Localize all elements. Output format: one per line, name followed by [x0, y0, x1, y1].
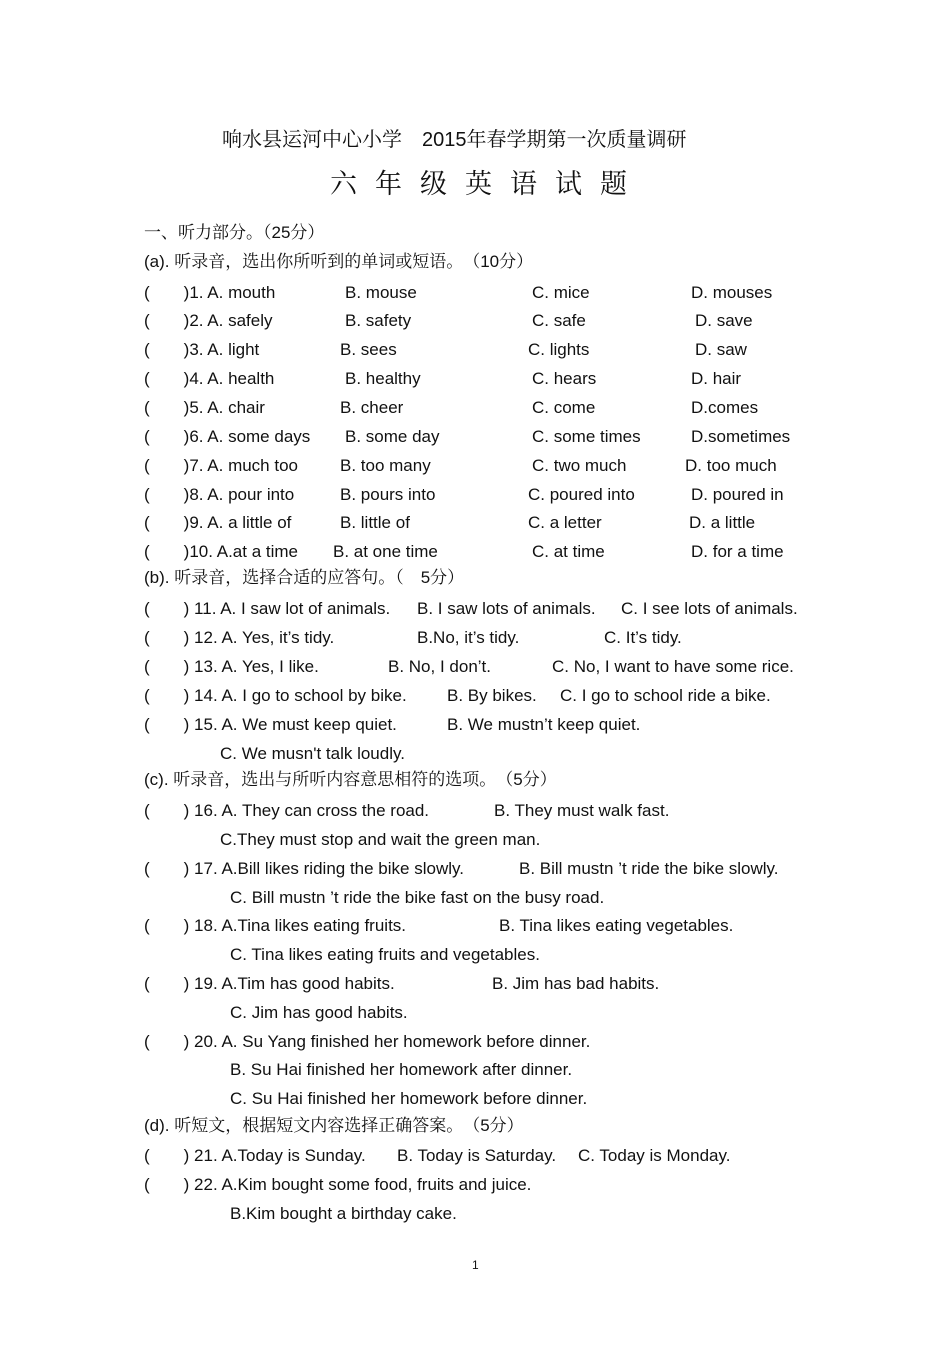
- option-c: C. I go to school ride a bike.: [560, 686, 771, 705]
- option-b: B. little of: [340, 513, 410, 532]
- option-d: D. saw: [695, 340, 747, 359]
- option-b: B. at one time: [333, 542, 438, 561]
- option-d: D. poured in: [691, 485, 784, 504]
- exam-title: 六年级英语试题: [330, 169, 645, 199]
- question-22: ( ) 22. A.Kim bought some food, fruits and juice.: [144, 1175, 532, 1194]
- question-21: ( ) 21. A.Today is Sunday.: [144, 1146, 366, 1165]
- option-b: B. By bikes.: [447, 686, 537, 705]
- question-18: ( ) 18. A.Tina likes eating fruits.: [144, 916, 407, 935]
- option-d: D.comes: [691, 398, 759, 417]
- option-c: C. Tina likes eating fruits and vegetables.: [230, 945, 540, 964]
- option-c: C. Jim has good habits.: [230, 1003, 408, 1022]
- part-d-heading: (d). 听短文，根据短文内容选择正确答案。 （5分）: [144, 1116, 524, 1135]
- question-16: ( ) 16. A. They can cross the road.: [144, 801, 430, 820]
- option-c: C. hears: [532, 369, 597, 388]
- question-15: ( ) 15. A. We must keep quiet.: [144, 715, 397, 734]
- option-b: B. pours into: [340, 485, 436, 504]
- option-b: B. healthy: [345, 369, 421, 388]
- question-9: ( )9. A. a little of: [144, 513, 292, 532]
- option-d: D. hair: [691, 369, 742, 388]
- option-c: C. lights: [528, 340, 590, 359]
- option-b: B.No, it’s tidy.: [417, 628, 520, 647]
- question-6: ( )6. A. some days: [144, 427, 311, 446]
- part-a-heading: (a). 听录音，选出你所听到的单词或短语。 （10分）: [144, 252, 534, 271]
- question-14: ( ) 14. A. I go to school by bike.: [144, 686, 407, 705]
- question-7: ( )7. A. much too: [144, 456, 298, 475]
- option-c: C. a letter: [528, 513, 602, 532]
- option-d: D. a little: [689, 513, 756, 532]
- school-title: 响水县运河中心小学 2015年春学期第一次质量调研: [222, 129, 687, 151]
- question-2: ( )2. A. safely: [144, 311, 273, 330]
- option-c: C. No, I want to have some rice.: [552, 657, 794, 676]
- question-13: ( ) 13. A. Yes, I like.: [144, 657, 319, 676]
- option-b: B. Today is Saturday.: [397, 1146, 557, 1165]
- option-c: C.They must stop and wait the green man.: [220, 830, 541, 849]
- option-b: B. I saw lots of animals.: [417, 599, 596, 618]
- page-number: 1: [472, 1258, 479, 1272]
- question-1: ( )1. A. mouth: [144, 283, 276, 302]
- question-3: ( )3. A. light: [144, 340, 260, 359]
- option-c: C. Bill mustn ’t ride the bike fast on the busy road.: [230, 888, 605, 907]
- option-b: B. too many: [340, 456, 431, 475]
- option-c: C. poured into: [528, 485, 635, 504]
- option-d: D. mouses: [691, 283, 773, 302]
- option-c: C. some times: [532, 427, 641, 446]
- option-d: D. for a time: [691, 542, 784, 561]
- option-c: C. come: [532, 398, 596, 417]
- question-17: ( ) 17. A.Bill likes riding the bike slowly.: [144, 859, 464, 878]
- option-c: C. safe: [532, 311, 586, 330]
- option-b: B. some day: [345, 427, 440, 446]
- part-b-heading: (b). 听录音，选择合适的应答句。（ 5分）: [144, 568, 465, 587]
- part-c-heading: (c). 听录音，选出与所听内容意思相符的选项。 （5分）: [144, 770, 557, 789]
- option-c: C. two much: [532, 456, 627, 475]
- option-c: C. I see lots of animals.: [621, 599, 798, 618]
- question-4: ( )4. A. health: [144, 369, 275, 388]
- option-b: B. We mustn’t keep quiet.: [447, 715, 641, 734]
- option-c: C. Su Hai finished her homework before dinner.: [230, 1089, 588, 1108]
- option-c: C. We musn't talk loudly.: [220, 744, 405, 763]
- option-b: B. Bill mustn ’t ride the bike slowly.: [519, 859, 779, 878]
- question-5: ( )5. A. chair: [144, 398, 265, 417]
- question-8: ( )8. A. pour into: [144, 485, 295, 504]
- option-b: B. They must walk fast.: [494, 801, 670, 820]
- option-b: B. cheer: [340, 398, 404, 417]
- option-b: B. Jim has bad habits.: [492, 974, 660, 993]
- question-10: ( )10. A.at a time: [144, 542, 298, 561]
- option-d: D. save: [695, 311, 753, 330]
- option-b: B. Tina likes eating vegetables.: [499, 916, 734, 935]
- option-c: C. mice: [532, 283, 590, 302]
- option-d: D.sometimes: [691, 427, 791, 446]
- option-d: D. too much: [685, 456, 777, 475]
- question-19: ( ) 19. A.Tim has good habits.: [144, 974, 395, 993]
- option-b: B.Kim bought a birthday cake.: [230, 1204, 457, 1223]
- option-b: B. safety: [345, 311, 412, 330]
- option-b: B. mouse: [345, 283, 417, 302]
- question-20: ( ) 20. A. Su Yang finished her homework before dinner.: [144, 1032, 591, 1051]
- option-c: C. at time: [532, 542, 605, 561]
- question-12: ( ) 12. A. Yes, it’s tidy.: [144, 628, 335, 647]
- section-heading: 一、听力部分。（25分）: [144, 223, 325, 242]
- option-c: C. Today is Monday.: [578, 1146, 731, 1165]
- option-c: C. It’s tidy.: [604, 628, 682, 647]
- option-b: B. sees: [340, 340, 397, 359]
- option-b: B. No, I don’t.: [388, 657, 491, 676]
- question-11: ( ) 11. A. I saw lot of animals.: [144, 599, 391, 618]
- option-b: B. Su Hai finished her homework after dinner.: [230, 1060, 573, 1079]
